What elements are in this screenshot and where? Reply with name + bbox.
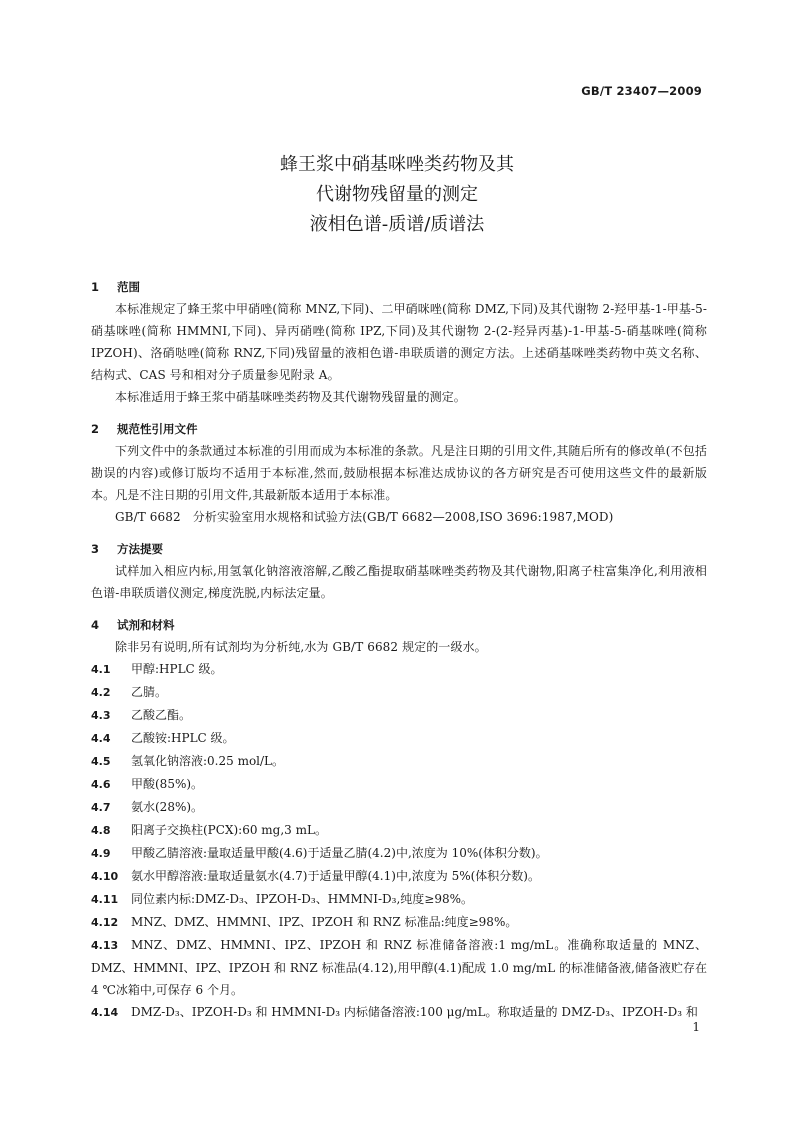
item-text: 乙酸乙酯。 — [131, 708, 192, 722]
section-heading-normative-references — [91, 418, 707, 440]
item-number: 4.13 — [91, 939, 119, 952]
list-item — [91, 727, 707, 750]
item-number: 4.8 — [91, 824, 111, 837]
title-line-2: 代谢物残留量的测定 — [316, 184, 478, 205]
paragraph: 本标准适用于蜂王浆中硝基咪唑类药物及其代谢物残留量的测定。 — [115, 390, 466, 404]
item-text: MNZ、DMZ、HMMNI、IPZ、IPZOH 和 RNZ 标准储备溶液:1 mg/mL。准确称取适量的 MNZ、DMZ、HMMNI、IPZ、IPZOH 和 RNZ 标准品(4.12),用甲醇(4.1)配成 1.0 mg/mL 的标准储备液,储备液贮存在 4 ℃冰箱中,可保存 6 个月。 — [91, 938, 707, 997]
list-item — [91, 658, 707, 681]
list-item — [91, 888, 707, 911]
list-item — [91, 681, 707, 704]
item-text: 阳离子交换柱(PCX):60 mg,3 mL。 — [131, 823, 327, 837]
section-heading-method-summary — [91, 538, 707, 560]
list-item — [91, 865, 707, 888]
item-text: 甲酸(85%)。 — [131, 777, 204, 791]
item-text: 氨水甲醇溶液:量取适量氨水(4.7)于适量甲醇(4.1)中,浓度为 5%(体积分数)。 — [131, 869, 540, 883]
page-number: 1 — [692, 1020, 700, 1034]
item-text: 氢氧化钠溶液:0.25 mol/L。 — [131, 754, 285, 768]
list-item — [91, 819, 707, 842]
item-number: 4.7 — [91, 801, 111, 814]
item-number: 4.2 — [91, 686, 111, 699]
section-title: 方法提要 — [117, 542, 163, 556]
item-number: 4.6 — [91, 778, 111, 791]
section-heading-reagents — [91, 614, 707, 636]
title-line-1: 蜂王浆中硝基咪唑类药物及其 — [280, 154, 514, 175]
item-text: 乙腈。 — [131, 685, 168, 699]
section-title: 试剂和材料 — [117, 618, 175, 632]
list-item — [91, 773, 707, 796]
list-item — [91, 842, 707, 865]
paragraph: 下列文件中的条款通过本标准的引用而成为本标准的条款。凡是注日期的引用文件,其随后所有的修改单(不包括勘误的内容)或修订版均不适用于本标准,然而,鼓励根据本标准达成协议的各方研究是否可使用这些文件的最新版本。凡是不注日期的引用文件,其最新版本适用于本标准。 — [91, 444, 707, 502]
document-title — [0, 150, 794, 240]
item-number: 4.9 — [91, 847, 111, 860]
item-text: MNZ、DMZ、HMMNI、IPZ、IPZOH 和 RNZ 标准品:纯度≥98%。 — [131, 915, 518, 929]
item-number: 4.10 — [91, 870, 119, 883]
item-number: 4.5 — [91, 755, 111, 768]
section-number: 1 — [91, 280, 100, 294]
standard-code: GB/T 23407—2009 — [581, 84, 702, 98]
item-text: 氨水(28%)。 — [131, 800, 204, 814]
list-item — [91, 1001, 707, 1024]
item-text: 甲醇:HPLC 级。 — [131, 662, 223, 676]
item-text: 甲酸乙腈溶液:量取适量甲酸(4.6)于适量乙腈(4.2)中,浓度为 10%(体积分数)。 — [131, 846, 548, 860]
title-line-3: 液相色谱-质谱/质谱法 — [309, 214, 485, 235]
list-item — [91, 750, 707, 773]
item-text: 同位素内标:DMZ-D₃、IPZOH-D₃、HMMNI-D₃,纯度≥98%。 — [131, 892, 474, 906]
section-title: 规范性引用文件 — [117, 422, 198, 436]
item-text: DMZ-D₃、IPZOH-D₃ 和 HMMNI-D₃ 内标储备溶液:100 μg/mL。称取适量的 DMZ-D₃、IPZOH-D₃ 和 — [131, 1005, 698, 1019]
item-number: 4.12 — [91, 916, 119, 929]
list-item — [91, 704, 707, 727]
paragraph: 本标准规定了蜂王浆中甲硝唑(简称 MNZ,下同)、二甲硝咪唑(简称 DMZ,下同)及其代谢物 2-羟甲基-1-甲基-5-硝基咪唑(简称 HMMNI,下同)、异丙硝唑(简称 IPZ,下同)及其代谢物 2-(2-羟异丙基)-1-甲基-5-硝基咪唑(简称 IPZOH)、洛硝哒唑(简称 RNZ,下同)残留量的液相色谱-串联质谱的测定方法。上述硝基咪唑类药物中英文名称、结构式、CAS 号和相对分子质量参见附录 A。 — [91, 302, 707, 382]
item-number: 4.11 — [91, 893, 119, 906]
paragraph: 除非另有说明,所有试剂均为分析纯,水为 GB/T 6682 规定的一级水。 — [115, 640, 487, 654]
section-heading-scope — [91, 276, 707, 298]
item-text: 乙酸铵:HPLC 级。 — [131, 731, 235, 745]
section-title: 范围 — [117, 280, 140, 294]
item-number: 4.1 — [91, 663, 111, 676]
section-number: 2 — [91, 422, 100, 436]
item-number: 4.4 — [91, 732, 111, 745]
section-number: 3 — [91, 542, 100, 556]
document-body — [91, 276, 707, 1024]
reference-entry: GB/T 6682 分析实验室用水规格和试验方法(GB/T 6682—2008,ISO 3696:1987,MOD) — [115, 510, 614, 524]
item-number: 4.14 — [91, 1006, 119, 1019]
section-number: 4 — [91, 618, 100, 632]
list-item — [91, 911, 707, 934]
list-item — [91, 796, 707, 819]
paragraph: 试样加入相应内标,用氢氧化钠溶液溶解,乙酸乙酯提取硝基咪唑类药物及其代谢物,阳离子柱富集净化,利用液相色谱-串联质谱仪测定,梯度洗脱,内标法定量。 — [91, 564, 707, 600]
list-item — [91, 934, 707, 1001]
item-number: 4.3 — [91, 709, 111, 722]
